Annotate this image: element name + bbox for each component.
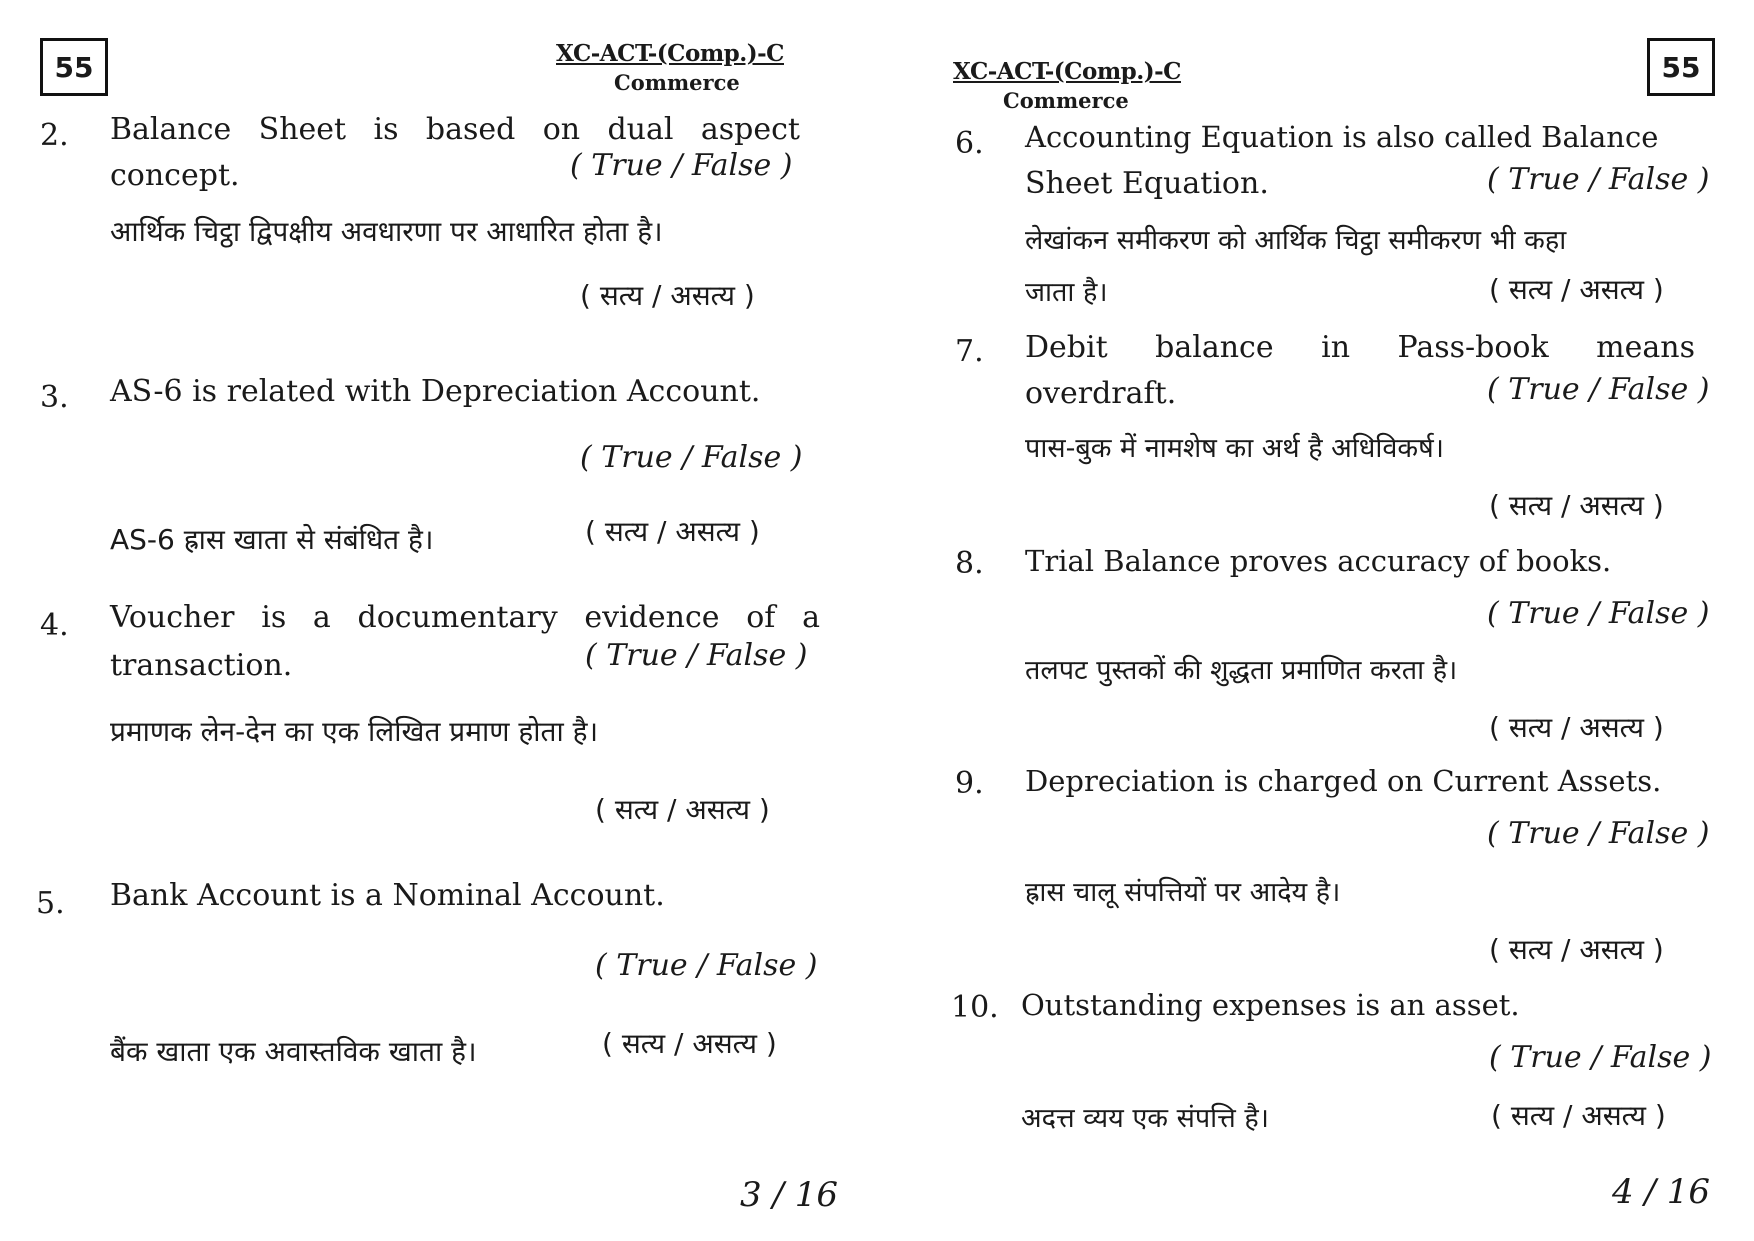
hindi-true-false-option: ( सत्य / असत्य ) bbox=[585, 515, 760, 548]
hindi-true-false-option: ( सत्य / असत्य ) bbox=[602, 1027, 777, 1060]
hindi-true-false-option: ( सत्य / असत्य ) bbox=[1489, 933, 1664, 966]
question-text-line1: Trial Balance proves accuracy of books. bbox=[1025, 544, 1612, 578]
true-false-option: ( True / False ) bbox=[1487, 162, 1710, 197]
true-false-option: ( True / False ) bbox=[595, 948, 818, 983]
true-false-option: ( True / False ) bbox=[1487, 372, 1710, 407]
true-false-option: ( True / False ) bbox=[1487, 596, 1710, 631]
question-text-line1: Debit balance in Pass-book means bbox=[1025, 330, 1695, 365]
hindi-question: AS-6 ह्रास खाता से संबंधित है। bbox=[110, 523, 434, 556]
true-false-option: ( True / False ) bbox=[585, 638, 808, 673]
question-number: 3. bbox=[40, 380, 69, 415]
hindi-question-line2: जाता है। bbox=[1025, 277, 1108, 308]
paper-code: XC-ACT-(Comp.)-C bbox=[556, 40, 784, 67]
question-number: 7. bbox=[955, 334, 984, 369]
hindi-question: लेखांकन समीकरण को आर्थिक चिट्ठा समीकरण भी कहा bbox=[1025, 225, 1567, 256]
hindi-true-false-option: ( सत्य / असत्य ) bbox=[1491, 1099, 1666, 1132]
hindi-question: बैंक खाता एक अवास्तविक खाता है। bbox=[110, 1035, 477, 1068]
question-text-line2: transaction. bbox=[110, 648, 293, 683]
true-false-option: ( True / False ) bbox=[1487, 816, 1710, 851]
question-text-line2: overdraft. bbox=[1025, 376, 1177, 411]
question-text-line1: Depreciation is charged on Current Assets. bbox=[1025, 764, 1662, 798]
hindi-question: प्रमाणक लेन-देन का एक लिखित प्रमाण होता है। bbox=[110, 715, 599, 748]
question-text-line1: Outstanding expenses is an asset. bbox=[1021, 988, 1520, 1022]
hindi-true-false-option: ( सत्य / असत्य ) bbox=[1489, 273, 1664, 306]
question-number: 5. bbox=[36, 886, 65, 921]
true-false-option: ( True / False ) bbox=[580, 440, 803, 475]
right-page bbox=[877, 0, 1754, 1241]
hindi-true-false-option: ( सत्य / असत्य ) bbox=[1489, 711, 1664, 744]
question-number: 10. bbox=[951, 990, 999, 1025]
subject-heading: Commerce bbox=[614, 70, 740, 95]
hindi-question: तलपट पुस्तकों की शुद्धता प्रमाणित करता है। bbox=[1025, 655, 1458, 686]
hindi-question: ह्रास चालू संपत्तियों पर आदेय है। bbox=[1025, 877, 1341, 908]
hindi-question: पास-बुक में नामशेष का अर्थ है अधिविकर्ष। bbox=[1025, 433, 1444, 464]
paper-set-badge: 55 bbox=[40, 38, 108, 96]
question-text-line2: Sheet Equation. bbox=[1025, 166, 1269, 201]
subject-heading: Commerce bbox=[1003, 88, 1129, 113]
question-number: 8. bbox=[955, 546, 984, 581]
question-number: 6. bbox=[955, 126, 984, 161]
paper-code: XC-ACT-(Comp.)-C bbox=[953, 58, 1181, 85]
question-text-line1: AS-6 is related with Depreciation Account. bbox=[110, 374, 761, 409]
question-text-line1: Bank Account is a Nominal Account. bbox=[110, 878, 665, 913]
question-text-line1: Accounting Equation is also called Balance bbox=[1025, 120, 1659, 154]
question-number: 4. bbox=[40, 608, 69, 643]
true-false-option: ( True / False ) bbox=[1489, 1040, 1712, 1075]
hindi-question: अदत्त व्यय एक संपत्ति है। bbox=[1021, 1103, 1269, 1134]
question-text-line1: Voucher is a documentary evidence of a bbox=[110, 600, 820, 635]
hindi-true-false-option: ( सत्य / असत्य ) bbox=[1489, 489, 1664, 522]
page-number: 3 / 16 bbox=[740, 1175, 838, 1215]
hindi-true-false-option: ( सत्य / असत्य ) bbox=[595, 793, 770, 826]
question-number: 2. bbox=[40, 118, 69, 153]
question-text-line1: Balance Sheet is based on dual aspect bbox=[110, 112, 800, 147]
question-text-line2: concept. bbox=[110, 158, 240, 193]
hindi-true-false-option: ( सत्य / असत्य ) bbox=[580, 279, 755, 312]
true-false-option: ( True / False ) bbox=[570, 148, 793, 183]
page-number: 4 / 16 bbox=[1612, 1172, 1710, 1212]
paper-set-badge: 55 bbox=[1647, 38, 1715, 96]
hindi-question: आर्थिक चिट्ठा द्विपक्षीय अवधारणा पर आधारित होता है। bbox=[110, 215, 663, 248]
question-number: 9. bbox=[955, 766, 984, 801]
